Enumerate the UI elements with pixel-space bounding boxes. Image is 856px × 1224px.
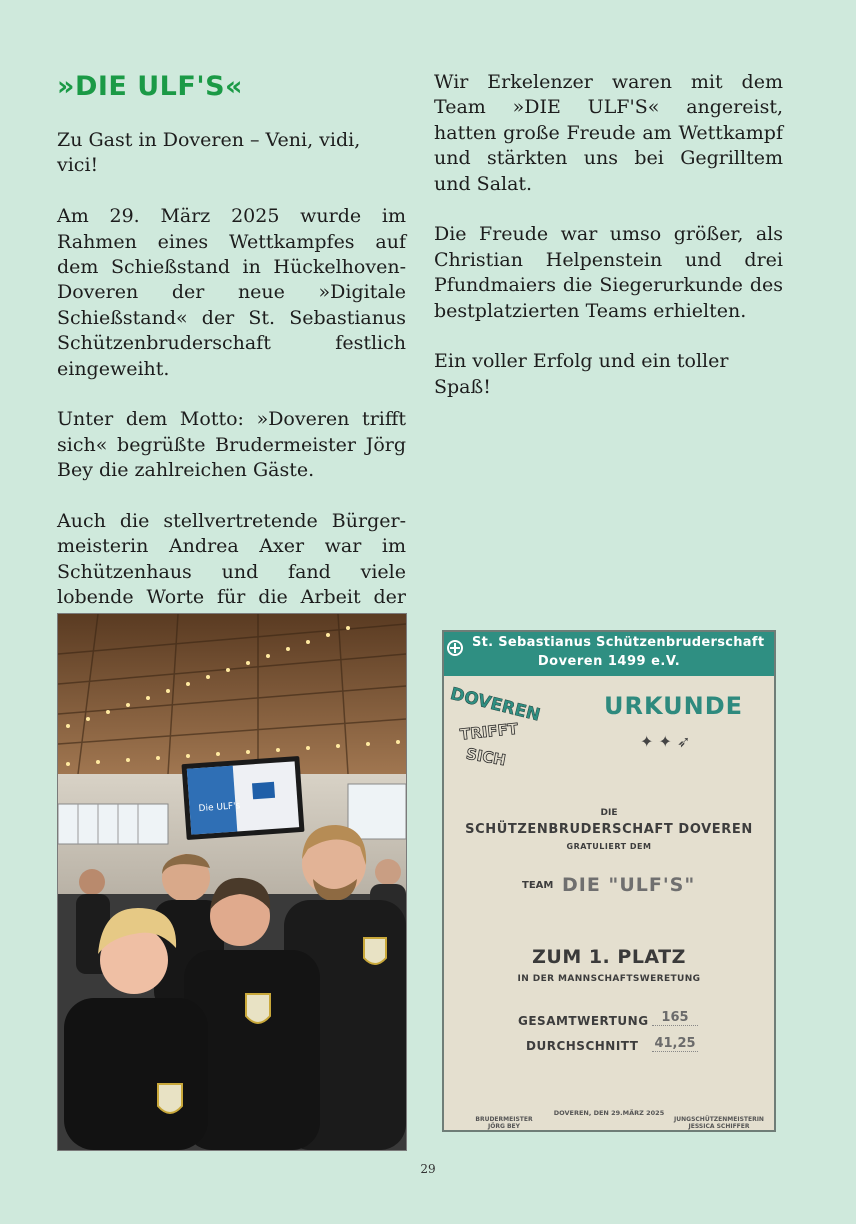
certificate-org-year: Doveren 1499 e.V. bbox=[537, 654, 681, 669]
team-photo-illustration bbox=[58, 614, 406, 1150]
logo-line-3: SICH bbox=[464, 744, 508, 770]
doveren-trifft-sich-logo bbox=[446, 682, 546, 774]
article-subtitle: Zu Gast in Doveren – Veni, vidi, vici! bbox=[57, 129, 361, 177]
certificate-place: ZUM 1. PLATZ bbox=[532, 946, 686, 968]
signature-right-role: JUNGSCHÜTZENMEISTERIN bbox=[674, 1116, 764, 1123]
paragraph: Am 29. März 2025 wurde im Rahmen eines Wettkampfes auf dem Schießstand in Hückelhoven-Doveren der neue »Digitale Schießstand« der St. Sebastianus Schützenbruderschaft festlich eingeweiht. bbox=[57, 205, 406, 380]
paragraph: Die Freude war umso größer, als Christian Helpenstein und drei Pfundmaiers die Siegerurkunde des bestplatzierten Teams erhielten. bbox=[434, 223, 783, 322]
paragraph: Auch die stellvertretende Bürgermeisterin Andrea Axer war im Schützenhaus und fand viele lobende Worte für die Arbeit der bbox=[57, 510, 406, 609]
certificate-gratuliert: GRATULIERT DEM bbox=[566, 842, 652, 851]
total-label: GESAMTWERTUNG bbox=[518, 1014, 649, 1028]
certificate bbox=[442, 630, 776, 1132]
certificate-team-label: TEAM bbox=[522, 880, 554, 891]
article-right-column bbox=[434, 70, 783, 426]
total-value: 165 bbox=[652, 1010, 698, 1026]
paragraph: Wir Erkelenzer waren mit dem Team »DIE ULF'S« angereist, hatten große Freude am Wettkampf und stärkten uns bei Gegrilltem und Salat. bbox=[434, 71, 783, 195]
paragraph: Ein voller Erfolg und ein toller Spaß! bbox=[434, 350, 729, 398]
certificate-org-line: SCHÜTZENBRUDERSCHAFT DOVEREN bbox=[465, 822, 753, 837]
signature-right bbox=[664, 1116, 774, 1130]
certificate-die: DIE bbox=[600, 808, 618, 818]
paragraph: Unter dem Motto: »Doveren trifft sich« begrüßte Brudermeister Jörg Bey die zahlreichen Gäste. bbox=[57, 408, 406, 482]
certificate-header bbox=[444, 632, 774, 676]
team-photo bbox=[57, 613, 407, 1151]
average-label: DURCHSCHNITT bbox=[526, 1039, 639, 1053]
certificate-org: St. Sebastianus Schützenbruderschaft bbox=[472, 635, 765, 650]
shooting-figures-icon: ✦ ✦ ➶ bbox=[640, 732, 691, 751]
article-left-column bbox=[57, 70, 406, 661]
certificate-place-sub: IN DER MANNSCHAFTSWERETUNG bbox=[517, 974, 701, 984]
certificate-title: URKUNDE bbox=[604, 692, 744, 720]
signature-left-name: JÖRG BEY bbox=[488, 1123, 520, 1130]
certificate-team-name: DIE "ULF'S" bbox=[562, 874, 696, 896]
logo-line-1: DOVEREN bbox=[448, 684, 543, 726]
signature-date: DOVEREN, DEN 29.MÄRZ 2025 bbox=[553, 1109, 665, 1117]
page-number: 29 bbox=[420, 1162, 436, 1176]
article-title: »DIE ULF'S« bbox=[57, 71, 243, 102]
logo-line-2: TRIFFT bbox=[459, 719, 519, 744]
screen-text: Die ULF's bbox=[198, 801, 241, 815]
signature-left-role: BRUDERMEISTER bbox=[475, 1116, 533, 1123]
signature-left bbox=[464, 1116, 544, 1130]
average-value: 41,25 bbox=[652, 1036, 698, 1052]
signature-right-name: JESSICA SCHIFFER bbox=[688, 1123, 750, 1130]
